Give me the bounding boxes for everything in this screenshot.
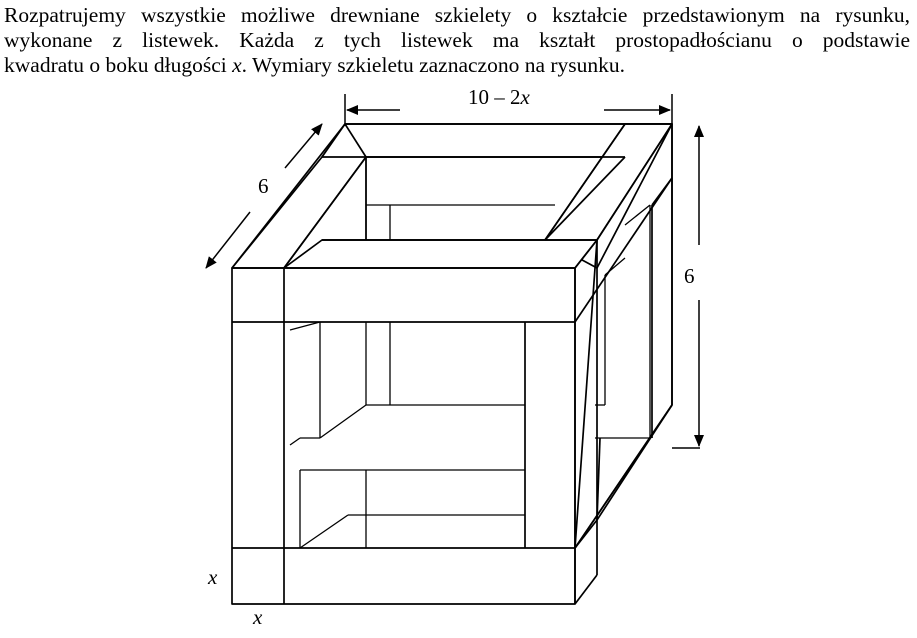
- height-label: 6: [684, 264, 695, 288]
- problem-line-3-end: . Wymiary szkieletu zaznaczono na rysunku.: [241, 53, 626, 77]
- bar-height-label: x: [208, 565, 218, 589]
- problem-line-3-start: kwadratu o boku długości: [4, 53, 233, 77]
- width-label-var: x: [520, 85, 530, 109]
- problem-line-2: wykonane z listewek. Każda z tych listewek ma kształt prostopadłościanu o podstawie: [4, 28, 910, 52]
- top-frame: [232, 124, 672, 268]
- problem-variable-x: x: [232, 53, 242, 77]
- width-label-prefix: 10 – 2: [468, 85, 521, 109]
- skeleton-drawing: [232, 124, 672, 604]
- front-frame: [232, 268, 597, 604]
- depth-label: 6: [258, 174, 269, 198]
- width-label: [468, 85, 531, 109]
- bar-width-label: x: [253, 605, 263, 629]
- problem-line-1: Rozpatrujemy wszystkie możliwe drewniane szkielety o kształcie przedstawionym na rysunku,: [4, 3, 910, 27]
